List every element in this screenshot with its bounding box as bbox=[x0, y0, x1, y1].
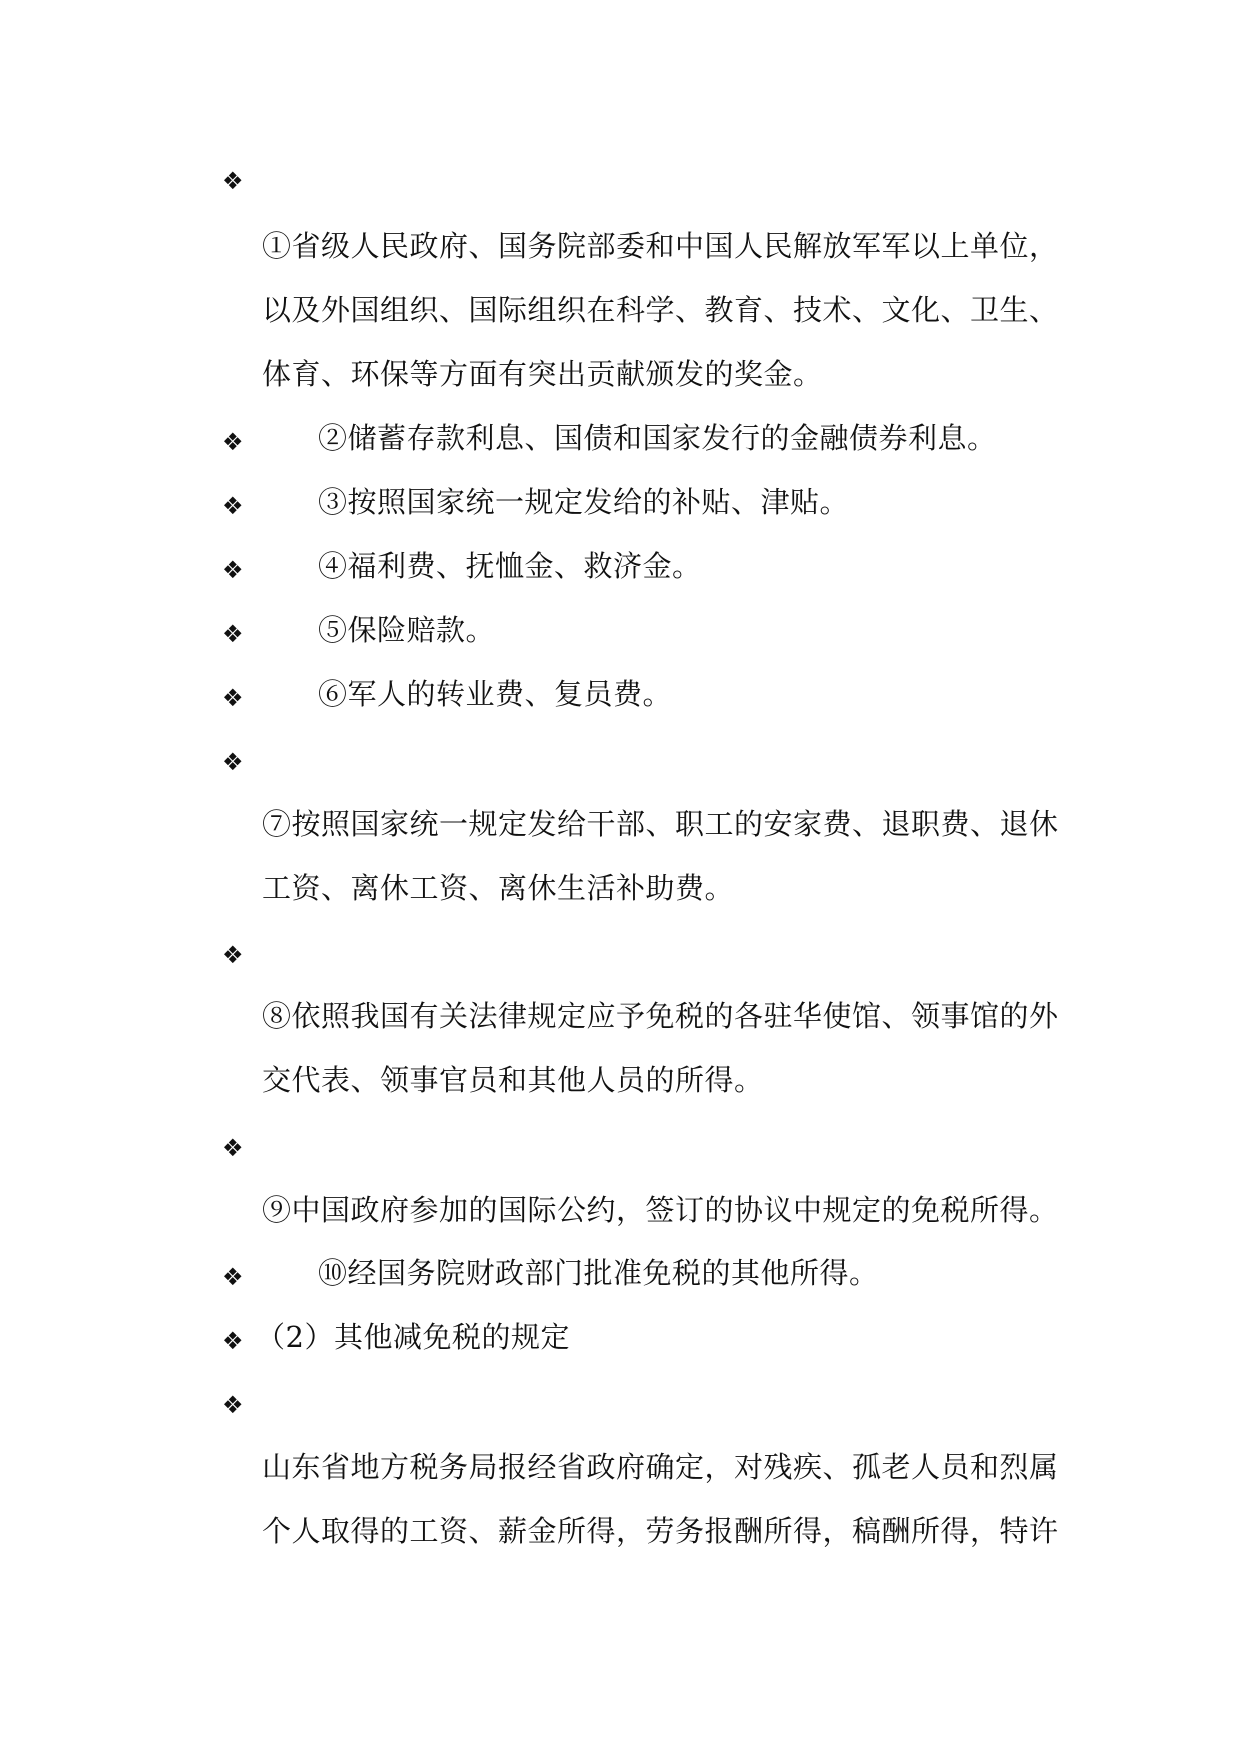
item-5-line-1: ⑤保险赔款。 bbox=[318, 613, 496, 647]
item-1-line-2: 以及外国组织、国际组织在科学、教育、技术、文化、卫生、 bbox=[262, 293, 1059, 327]
bullet-icon: ❖ bbox=[222, 1134, 244, 1162]
item-12-line-2: 个人取得的工资、薪金所得，劳务报酬所得，稿酬所得，特许 bbox=[262, 1514, 1059, 1548]
item-4-line-1: ④福利费、抚恤金、救济金。 bbox=[318, 549, 702, 583]
item-10-line-1: ⑩经国务院财政部门批准免税的其他所得。 bbox=[318, 1256, 879, 1290]
item-2-line-1: ②储蓄存款利息、国债和国家发行的金融债券利息。 bbox=[318, 421, 997, 455]
item-7-line-1: ⑦按照国家统一规定发给干部、职工的安家费、退职费、退休 bbox=[262, 807, 1059, 841]
section-heading: （2）其他减免税的规定 bbox=[256, 1320, 570, 1354]
bullet-icon: ❖ bbox=[222, 620, 244, 648]
bullet-icon: ❖ bbox=[222, 492, 244, 520]
bullet-icon: ❖ bbox=[222, 1263, 244, 1291]
item-8-line-1: ⑧依照我国有关法律规定应予免税的各驻华使馆、领事馆的外 bbox=[262, 999, 1059, 1033]
item-6-line-1: ⑥军人的转业费、复员费。 bbox=[318, 677, 673, 711]
item-3-line-1: ③按照国家统一规定发给的补贴、津贴。 bbox=[318, 485, 850, 519]
bullet-icon: ❖ bbox=[222, 556, 244, 584]
bullet-icon: ❖ bbox=[222, 941, 244, 969]
bullet-icon: ❖ bbox=[222, 684, 244, 712]
bullet-icon: ❖ bbox=[222, 1391, 244, 1419]
item-9-line-1: ⑨中国政府参加的国际公约，签订的协议中规定的免税所得。 bbox=[262, 1193, 1059, 1227]
item-12-line-1: 山东省地方税务局报经省政府确定，对残疾、孤老人员和烈属 bbox=[262, 1450, 1059, 1484]
item-8-line-2: 交代表、领事官员和其他人员的所得。 bbox=[262, 1063, 764, 1097]
bullet-icon: ❖ bbox=[222, 167, 244, 195]
item-7-line-2: 工资、离休工资、离休生活补助费。 bbox=[262, 871, 735, 905]
bullet-icon: ❖ bbox=[222, 428, 244, 456]
item-1-line-1: ①省级人民政府、国务院部委和中国人民解放军军以上单位， bbox=[262, 229, 1059, 263]
bullet-icon: ❖ bbox=[222, 748, 244, 776]
bullet-icon: ❖ bbox=[222, 1327, 244, 1355]
item-1-line-3: 体育、环保等方面有突出贡献颁发的奖金。 bbox=[262, 357, 823, 391]
